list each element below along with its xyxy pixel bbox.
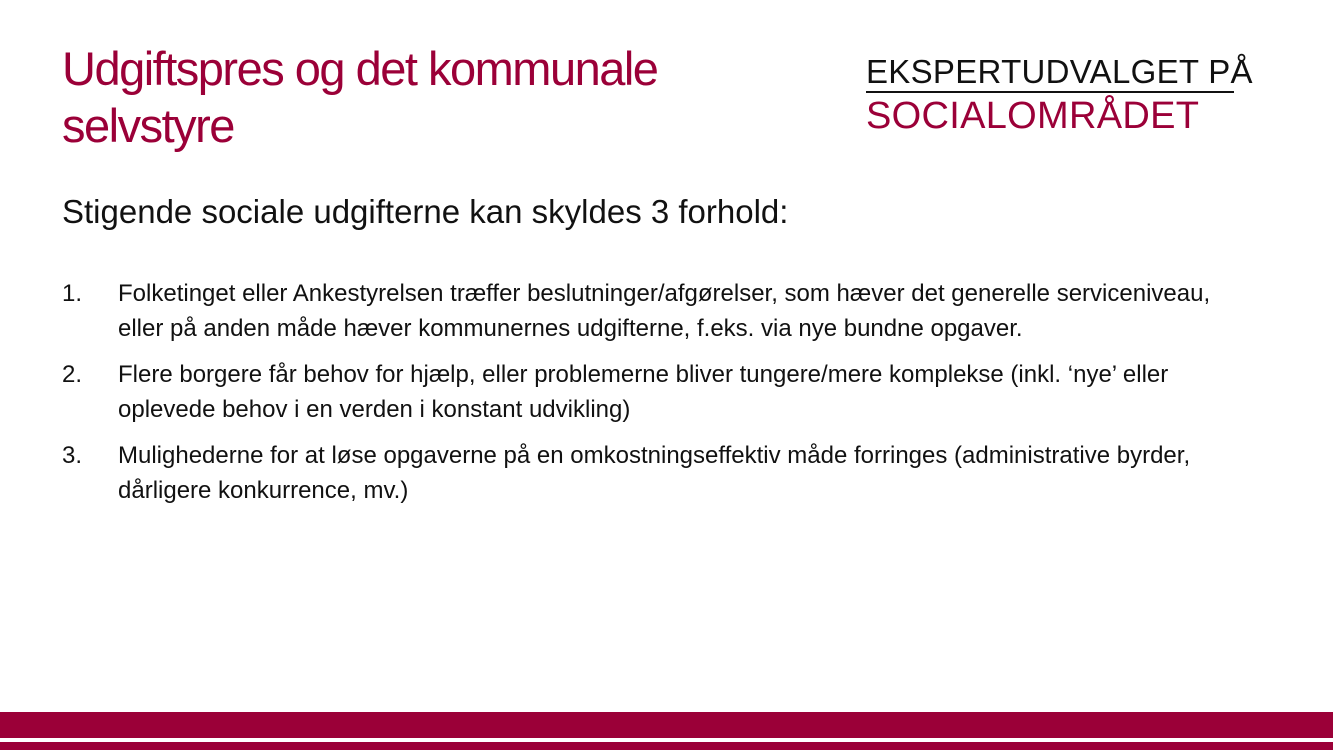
list-item-text: Flere borgere får behov for hjælp, eller problemerne bliver tungere/mere komplekse (inkl. ‘nye’ eller oplevede behov i en verden i konstant udvikling) [118,361,1169,423]
list-item-number: 1. [62,280,83,307]
numbered-list [62,276,1242,519]
logo-line-2: SOCIALOMRÅDET [866,95,1200,137]
list-item [62,438,1242,508]
logo-divider [866,91,1234,93]
slide-title: Udgiftspres og det kommunale selvstyre [62,42,658,152]
footer-line [0,742,1333,750]
footer-band [0,712,1333,738]
logo [866,53,1253,137]
list-item [62,357,1242,427]
logo-line-1: EKSPERTUDVALGET PÅ [866,53,1253,90]
list-item-number: 2. [62,361,83,388]
list-item-text: Folketinget eller Ankestyrelsen træffer beslutninger/afgørelser, som hæver det generelle serviceniveau, eller på anden måde hæver kommunernes udgifterne, f.eks. via nye bundne opgaver. [118,280,1211,342]
list-item-text: Mulighederne for at løse opgaverne på en omkostningseffektiv måde forringes (administrative byrder, dårligere konkurrence, mv.) [118,442,1191,504]
slide-subtitle: Stigende sociale udgifterne kan skyldes 3 forhold: [62,193,789,230]
list-item-number: 3. [62,442,83,469]
list-item [62,276,1242,346]
